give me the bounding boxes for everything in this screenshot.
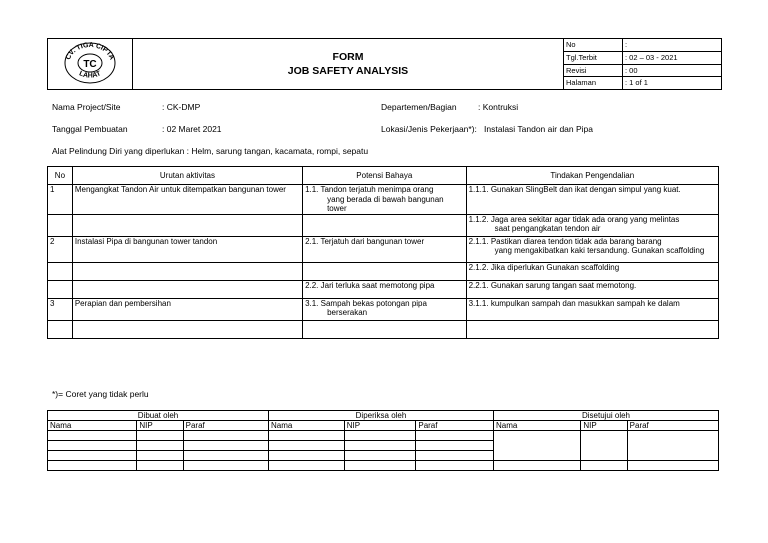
control-text-cont: yang mengakibatkan kaki tersandung. Gunakan scaffolding <box>494 246 705 255</box>
control-number: 1.1.1. <box>468 185 489 194</box>
control-number: 2.2.1. <box>468 280 489 290</box>
control-text-cont: saat pengangkatan tendon air <box>494 224 601 233</box>
sig-cell[interactable] <box>269 431 345 441</box>
sig-cell[interactable] <box>344 431 416 441</box>
row-hazard <box>303 236 467 262</box>
group-disetujui: Disetujui oleh <box>493 411 718 421</box>
sig-cell[interactable] <box>416 431 494 441</box>
sig-cell[interactable] <box>183 451 268 461</box>
meta-value-revisi: : 00 <box>623 64 722 77</box>
logo-ring-text: CV. TIGA CIPTA <box>64 41 116 62</box>
sig-cell[interactable] <box>137 431 183 441</box>
control-text: Jika diperlukan Gunakan scaffolding <box>490 262 620 272</box>
sig-cell[interactable] <box>416 461 494 471</box>
row-no <box>48 262 73 280</box>
hazard-text-cont: berserakan <box>327 308 368 317</box>
form-title <box>133 39 564 90</box>
row-hazard <box>303 185 467 215</box>
hazard-number: 3.1. <box>305 298 319 308</box>
sig-cell[interactable] <box>344 461 416 471</box>
row-hazard <box>303 320 467 338</box>
row-activity <box>72 320 302 338</box>
hazard-text-cont: yang berada di bawah bangunan tower <box>327 194 444 213</box>
jsa-row <box>48 262 719 280</box>
row-control <box>466 280 718 298</box>
hazard-text: Sampah bekas potongan pipa <box>320 298 427 308</box>
sig-cell[interactable] <box>627 461 718 471</box>
control-number: 3.1.1. <box>468 298 489 308</box>
sig-cell[interactable] <box>581 461 627 471</box>
meta-key-tgl-terbit: Tgl.Terbit <box>564 51 623 64</box>
jsa-header-row <box>48 167 719 185</box>
company-logo <box>60 40 120 86</box>
footnote: *)= Coret yang tidak perlu <box>52 389 149 399</box>
row-control <box>466 262 718 280</box>
jsa-row <box>48 280 719 298</box>
apd-line: Alat Pelindung Diri yang diperlukan : Helm, sarung tangan, kacamata, rompi, sepatu <box>52 146 369 156</box>
row-hazard <box>303 214 467 236</box>
jsa-row <box>48 214 719 236</box>
project-label: Nama Project/Site <box>52 102 121 112</box>
col-header-no: No <box>48 167 73 185</box>
control-text: kumpulkan sampah dan masukkan sampah ke dalam <box>490 298 680 308</box>
signature-row <box>48 431 719 441</box>
form-title-line2: JOB SAFETY ANALYSIS <box>287 65 409 77</box>
meta-value-halaman: : 1 of 1 <box>623 77 722 90</box>
project-value: : CK-DMP <box>162 102 201 112</box>
row-no <box>48 320 73 338</box>
sig-cell[interactable] <box>183 461 268 471</box>
sig-cell[interactable] <box>48 441 137 451</box>
date-value: : 02 Maret 2021 <box>162 124 222 134</box>
sig-cell[interactable] <box>269 441 345 451</box>
svg-text:LAHAT <box>78 70 103 80</box>
sig-cell[interactable] <box>416 441 494 451</box>
diperiksa-nama-header: Nama <box>269 421 345 431</box>
row-control <box>466 236 718 262</box>
jsa-row <box>48 320 719 338</box>
row-no: 3 <box>48 298 73 320</box>
col-header-control: Tindakan Pengendalian <box>466 167 718 185</box>
sig-cell[interactable] <box>137 451 183 461</box>
meta-value-tgl-terbit: : 02 – 03 - 2021 <box>623 51 722 64</box>
group-diperiksa: Diperiksa oleh <box>269 411 494 421</box>
logo-bottom-text: LAHAT <box>77 70 103 80</box>
row-no: 1 <box>48 185 73 215</box>
col-header-activity: Urutan aktivitas <box>72 167 302 185</box>
jsa-row <box>48 236 719 262</box>
sig-cell[interactable] <box>183 431 268 441</box>
sig-cell[interactable] <box>48 451 137 461</box>
dibuat-nip-header: NIP <box>137 421 183 431</box>
hazard-text: Tandon terjatuh menimpa orang <box>320 185 434 194</box>
sig-cell[interactable] <box>183 441 268 451</box>
sig-cell[interactable] <box>48 431 137 441</box>
sig-cell[interactable] <box>493 461 580 471</box>
row-activity <box>72 214 302 236</box>
control-number: 2.1.1. <box>468 236 489 246</box>
control-text: Pastikan diarea tendon tidak ada barang barang <box>490 236 662 246</box>
row-control <box>466 214 718 236</box>
disetujui-paraf-header: Paraf <box>627 421 718 431</box>
hazard-text: Jari terluka saat memotong pipa <box>320 280 435 290</box>
meta-key-halaman: Halaman <box>564 77 623 90</box>
control-text: Jaga area sekitar agar tidak ada orang yang melintas <box>490 214 680 224</box>
hazard-number: 2.2. <box>305 280 319 290</box>
signature-col-row <box>48 421 719 431</box>
logo-center-text: TC <box>83 59 97 70</box>
department-value: : Kontruksi <box>478 102 519 112</box>
row-activity <box>72 262 302 280</box>
row-no <box>48 214 73 236</box>
row-activity: Perapian dan pembersihan <box>72 298 302 320</box>
sig-cell[interactable] <box>137 461 183 471</box>
diperiksa-paraf-header: Paraf <box>416 421 494 431</box>
row-hazard <box>303 280 467 298</box>
row-activity <box>72 280 302 298</box>
date-label: Tanggal Pembuatan <box>52 124 128 134</box>
hazard-number: 1.1. <box>305 185 319 194</box>
row-control <box>466 185 718 215</box>
sig-cell[interactable] <box>48 461 137 471</box>
row-control <box>466 298 718 320</box>
hazard-number: 2.1. <box>305 236 319 246</box>
sig-cell[interactable] <box>269 461 345 471</box>
jsa-row <box>48 298 719 320</box>
form-header <box>47 38 722 90</box>
control-text: Gunakan sarung tangan saat memotong. <box>490 280 637 290</box>
meta-value-no: : <box>623 39 722 52</box>
diperiksa-nip-header: NIP <box>344 421 416 431</box>
control-number: 1.1.2. <box>468 214 489 224</box>
row-activity: Mengangkat Tandon Air untuk ditempatkan bangunan tower <box>72 185 302 215</box>
row-no <box>48 280 73 298</box>
signature-group-row <box>48 411 719 421</box>
hazard-text: Terjatuh dari bangunan tower <box>320 236 425 246</box>
meta-key-no: No <box>564 39 623 52</box>
dibuat-nama-header: Nama <box>48 421 137 431</box>
control-text: Gunakan SlingBelt dan ikat dengan simpul yang kuat. <box>490 185 681 194</box>
signature-row <box>48 461 719 471</box>
row-no: 2 <box>48 236 73 262</box>
row-control <box>466 320 718 338</box>
location-label: Lokasi/Jenis Pekerjaan*): <box>381 124 477 134</box>
sig-cell[interactable] <box>344 441 416 451</box>
sig-cell[interactable] <box>416 451 494 461</box>
location-value: Instalasi Tandon air dan Pipa <box>484 124 594 134</box>
jsa-row <box>48 185 719 215</box>
sig-cell[interactable] <box>344 451 416 461</box>
company-logo-cell <box>48 39 133 90</box>
row-hazard <box>303 298 467 320</box>
row-hazard <box>303 262 467 280</box>
sig-cell[interactable] <box>137 441 183 451</box>
sig-cell[interactable] <box>269 451 345 461</box>
jsa-table <box>47 166 719 339</box>
meta-key-revisi: Revisi <box>564 64 623 77</box>
disetujui-nama-header: Nama <box>493 421 580 431</box>
department-label: Departemen/Bagian <box>381 102 457 112</box>
group-dibuat: Dibuat oleh <box>48 411 269 421</box>
sig-cell[interactable] <box>627 431 718 461</box>
sig-cell[interactable] <box>581 431 627 461</box>
signature-table <box>47 410 719 471</box>
control-number: 2.1.2. <box>468 262 489 272</box>
disetujui-nip-header: NIP <box>581 421 627 431</box>
col-header-hazard: Potensi Bahaya <box>303 167 467 185</box>
row-activity: Instalasi Pipa di bangunan tower tandon <box>72 236 302 262</box>
dibuat-paraf-header: Paraf <box>183 421 268 431</box>
sig-cell[interactable] <box>493 431 580 461</box>
form-title-line1: FORM <box>332 51 364 63</box>
